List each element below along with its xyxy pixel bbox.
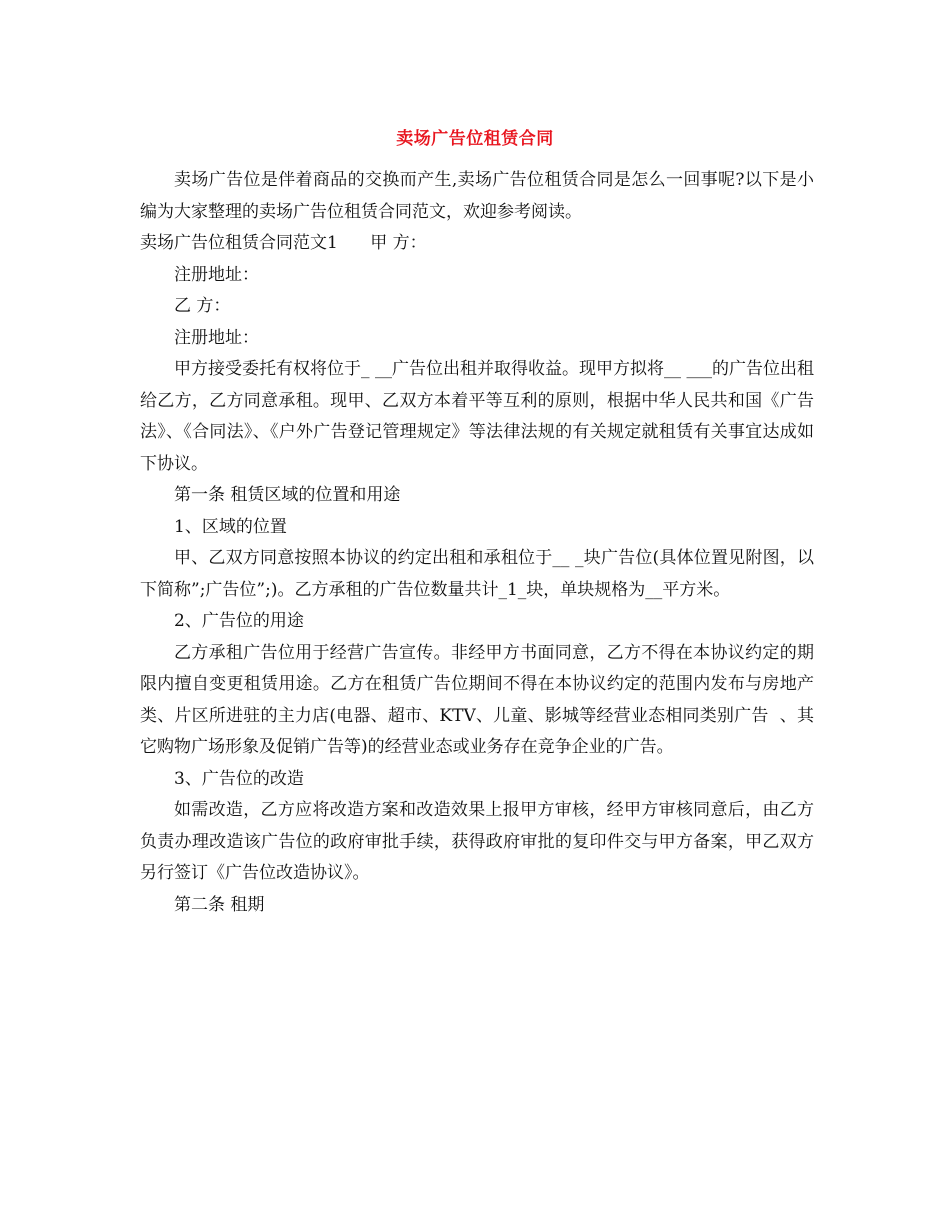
item-1-heading: 1、区域的位置 (174, 516, 287, 537)
item-1-paragraph: 甲、乙双方同意按照本协议的约定出租和承租位于__ _块广告位(具体位置见附图，以下简称”;广告位”;)。乙方承租的广告位数量共计_1_块，单块规格为__平方米。 (140, 548, 814, 600)
party-a-address-label: 注册地址： (174, 264, 259, 285)
document-body (140, 165, 814, 921)
item-2-heading: 2、广告位的用途 (174, 611, 304, 631)
party-b-label: 乙 方： (174, 296, 231, 316)
document-title: 卖场广告位租赁合同 (396, 129, 554, 149)
party-b-address-label: 注册地址： (174, 327, 259, 348)
article-1-heading: 第一条 租赁区域的位置和用途 (174, 485, 401, 505)
item-3-paragraph: 如需改造，乙方应将改造方案和改造效果上报甲方审核，经甲方审核同意后，由乙方负责办理改造该广告位的政府审批手续，获得政府审批的复印件交与甲方备案，甲乙双方另行签订《广告位改造协议》。 (140, 800, 814, 883)
sample-heading: 卖场广告位租赁合同范文1 甲 方： (140, 233, 427, 253)
item-2-paragraph: 乙方承租广告位用于经营广告宣传。非经甲方书面同意，乙方不得在本协议约定的期限内擅自变更租赁用途。乙方在租赁广告位期间不得在本协议约定的范围内发布与房地产类、片区所进驻的主力店(电器、超市、KTV、儿童、影城等经营业态相同类别广告 、其它购物广场形象及促销广告等)的经营业态或业务存在竞争企业的广告。 (140, 642, 814, 757)
item-3-heading: 3、广告位的改造 (174, 768, 304, 789)
article-2-heading: 第二条 租期 (174, 894, 265, 915)
intro-paragraph: 卖场广告位是伴着商品的交换而产生,卖场广告位租赁合同是怎么一回事呢?以下是小编为大家整理的卖场广告位租赁合同范文，欢迎参考阅读。 (140, 170, 814, 222)
preamble-paragraph: 甲方接受委托有权将位于_ __广告位出租并取得收益。现甲方拟将__ ___的广告位出租给乙方，乙方同意承租。现甲、乙双方本着平等互利的原则，根据中华人民共和国《广告法》、《合同法》、《户外广告登记管理规定》等法律法规的有关规定就租赁有关事宜达成如下协议。 (140, 359, 814, 474)
